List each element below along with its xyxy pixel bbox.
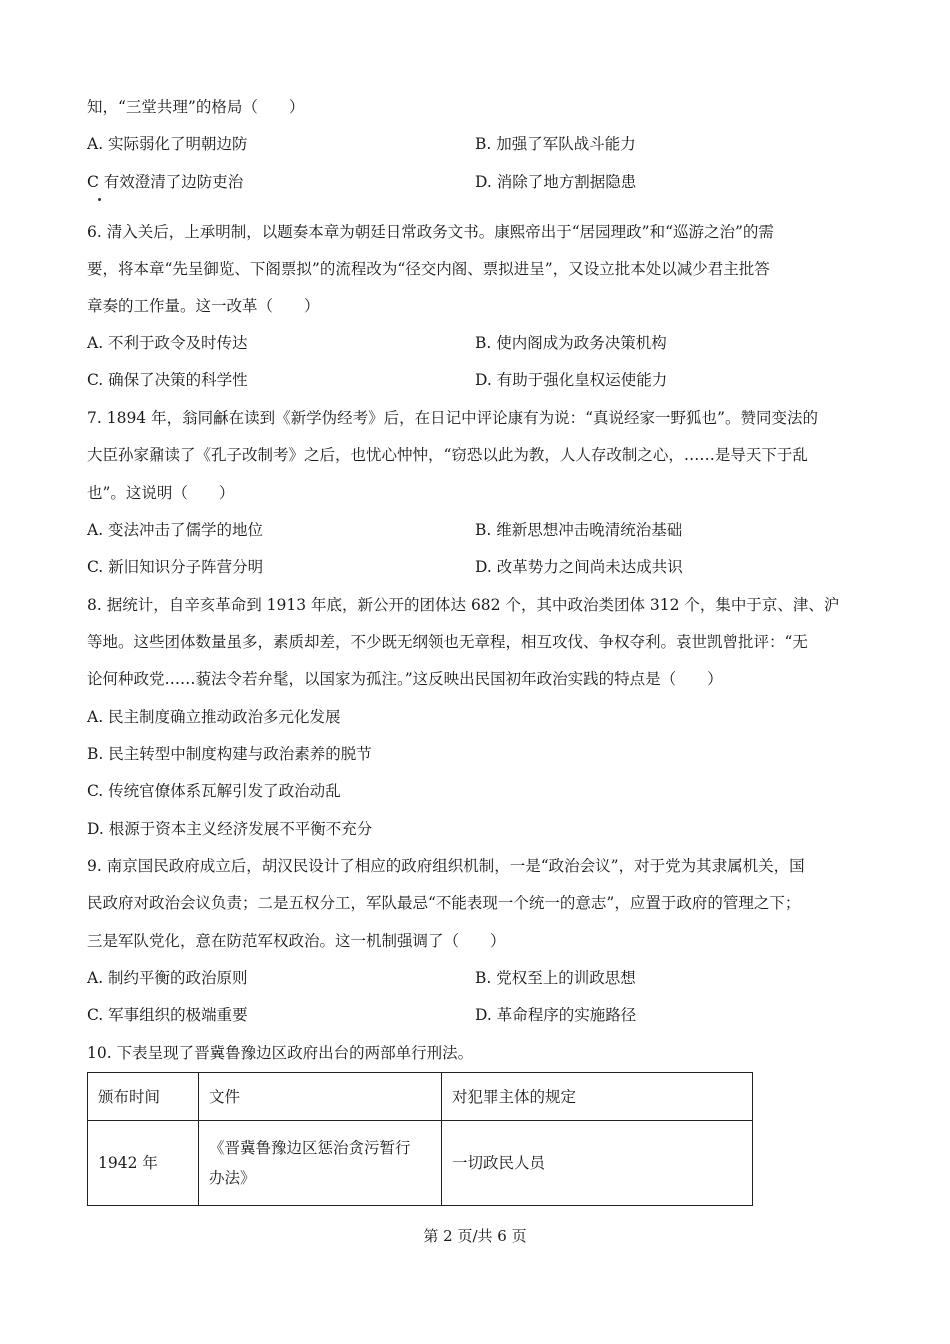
- table-cell-document: [199, 1121, 442, 1206]
- table-cell-year: 1942 年: [88, 1121, 199, 1206]
- q9-option-b[interactable]: B. 党权至上的训政思想: [475, 969, 636, 987]
- table-header-cell: 文件: [199, 1073, 442, 1121]
- q9-option-d[interactable]: D. 革命程序的实施路径: [475, 1006, 637, 1024]
- q8-option-d[interactable]: D. 根源于资本主义经济发展不平衡不充分: [87, 820, 373, 838]
- q5-option-d[interactable]: D. 消除了地方割据隐患: [475, 173, 637, 191]
- q6-option-c[interactable]: C. 确保了决策的科学性: [87, 371, 248, 389]
- q5-option-c[interactable]: C 有效澄清了边防吏治: [87, 173, 244, 191]
- page-footer: 第 2 页/共 6 页: [423, 1227, 527, 1245]
- q8-stem-line-2: 等地。这些团体数量虽多，素质却差，不少既无纲领也无章程，相互攻伐、争权夺利。袁世凯曾批评：“无: [87, 633, 808, 651]
- q5-stem-tail: 知，“三堂共理”的格局（ ）: [87, 98, 305, 116]
- table-row: [88, 1121, 753, 1206]
- q6-stem-line-2: 要，将本章“先呈御览、下阁票拟”的流程改为“径交内阁、票拟进呈”，又设立批本处以减少君主批答: [87, 260, 770, 278]
- q10-stem: 10. 下表呈现了晋冀鲁豫边区政府出台的两部单行刑法。: [87, 1044, 474, 1062]
- q9-stem-line-2: 民政府对政治会议负责；二是五权分工，军队最忌“不能表现一个统一的意志”，应置于政府的管理之下；: [87, 894, 801, 912]
- q8-stem-line-1: 8. 据统计，自辛亥革命到 1913 年底，新公开的团体达 682 个，其中政治类团体 312 个，集中于京、津、沪: [87, 596, 840, 614]
- q6-stem-line-1: 6. 清入关后，上承明制，以题奏本章为朝廷日常政务文书。康熙帝出于“居园理政”和“巡游之治”的需: [87, 223, 774, 241]
- q6-option-d[interactable]: D. 有助于强化皇权运使能力: [475, 371, 668, 389]
- q8-option-b[interactable]: B. 民主转型中制度构建与政治素养的脱节: [87, 745, 372, 763]
- stray-dot-mark: [98, 198, 101, 201]
- q5-option-a[interactable]: A. 实际弱化了明朝边防: [87, 135, 248, 153]
- q7-option-c[interactable]: C. 新旧知识分子阵营分明: [87, 558, 264, 576]
- table-cell-subject: 一切政民人员: [442, 1121, 753, 1206]
- q8-option-a[interactable]: A. 民主制度确立推动政治多元化发展: [87, 708, 341, 726]
- q7-option-a[interactable]: A. 变法冲击了儒学的地位: [87, 521, 264, 539]
- q6-option-a[interactable]: A. 不利于政令及时传达: [87, 334, 248, 352]
- q9-stem-line-3: 三是军队党化，意在防范军权政治。这一机制强调了（ ）: [87, 932, 506, 950]
- q8-stem-line-3: 论何种政党……藐法令若弁髦，以国家为孤注。”这反映出民国初年政治实践的特点是（ ）: [87, 670, 723, 688]
- q9-stem-line-1: 9. 南京国民政府成立后，胡汉民设计了相应的政府组织机制，一是“政治会议”，对于党为其隶属机关，国: [87, 857, 805, 875]
- q8-option-c[interactable]: C. 传统官僚体系瓦解引发了政治动乱: [87, 782, 341, 800]
- table-header-row: [88, 1073, 753, 1121]
- document-line-2: 办法》: [209, 1169, 256, 1187]
- q7-stem-line-1: 7. 1894 年，翁同龢在读到《新学伪经考》后，在日记中评论康有为说：“真说经家一野狐也”。赞同变法的: [87, 409, 818, 427]
- q7-option-d[interactable]: D. 改革势力之间尚未达成共识: [475, 558, 683, 576]
- q9-option-a[interactable]: A. 制约平衡的政治原则: [87, 969, 248, 987]
- q6-stem-line-3: 章奏的工作量。这一改革（ ）: [87, 297, 320, 315]
- q10-table: [87, 1072, 753, 1206]
- document-line-1: 《晋冀鲁豫边区惩治贪污暂行: [209, 1139, 411, 1157]
- table-header-cell: 对犯罪主体的规定: [442, 1073, 753, 1121]
- q7-stem-line-2: 大臣孙家鼐读了《孔子改制考》之后，也忧心忡忡，“窃恐以此为教，人人存改制之心，……是导天下于乱: [87, 446, 808, 464]
- q7-stem-line-3: 也”。这说明（ ）: [87, 484, 235, 502]
- q5-option-b[interactable]: B. 加强了军队战斗能力: [475, 135, 636, 153]
- q6-option-b[interactable]: B. 使内阁成为政务决策机构: [475, 334, 667, 352]
- q9-option-c[interactable]: C. 军事组织的极端重要: [87, 1006, 248, 1024]
- q7-option-b[interactable]: B. 维新思想冲击晚清统治基础: [475, 521, 683, 539]
- table-header-cell: 颁布时间: [88, 1073, 199, 1121]
